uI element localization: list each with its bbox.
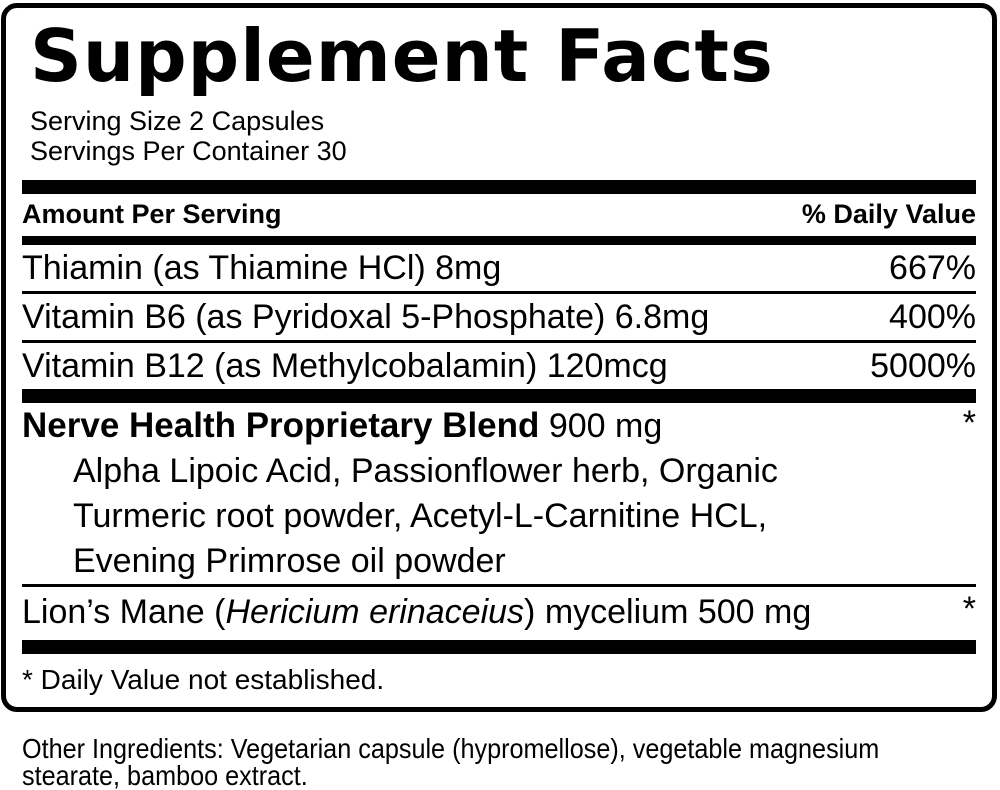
blend-ingredients-line: Turmeric root powder, Acetyl-L-Carnitine HCL,: [73, 497, 768, 535]
supplement-facts-panel: [1, 3, 997, 712]
blend-ingredients-line: Evening Primrose oil powder: [73, 542, 506, 580]
thick-divider-top: [22, 180, 976, 194]
blend-title: [22, 403, 662, 449]
serving-size: Serving Size 2 Capsules: [30, 106, 325, 136]
medium-divider: [22, 236, 976, 245]
lions-mane-name: [22, 589, 811, 635]
nutrient-daily-value: 5000%: [870, 347, 976, 385]
blend-ingredients: [73, 449, 976, 584]
blend-daily-value-asterisk: *: [962, 404, 976, 442]
other-ingredients-line: stearate, bamboo extract.: [22, 760, 308, 790]
lions-mane-row: [22, 587, 976, 635]
nutrient-name: Vitamin B12 (as Methylcobalamin) 120mcg: [22, 347, 668, 385]
lions-mane-species: Hericium erinaceius: [225, 593, 525, 631]
blend-header-row: [22, 403, 976, 449]
blend-name: Nerve Health Proprietary Blend: [22, 406, 540, 445]
other-ingredients-line: Other Ingredients: Vegetarian capsule (hypromellose), vegetable magnesium: [22, 733, 880, 764]
servings-per-container: Servings Per Container 30: [30, 136, 347, 166]
nutrient-daily-value: 400%: [889, 298, 976, 336]
blend-ingredients-line: Alpha Lipoic Acid, Passionflower herb, Organic: [73, 452, 778, 490]
amount-per-serving-header: Amount Per Serving: [22, 199, 282, 229]
lions-mane-prefix: Lion’s Mane (: [22, 593, 226, 631]
lions-mane-daily-value-asterisk: *: [962, 590, 976, 628]
thick-divider-bottom: [22, 640, 976, 654]
nutrient-name: Thiamin (as Thiamine HCl) 8mg: [22, 249, 502, 287]
nutrient-row-b12: [22, 343, 976, 389]
nutrient-row-b6: [22, 294, 976, 340]
nutrient-row-thiamin: [22, 245, 976, 291]
nutrient-name: Vitamin B6 (as Pyridoxal 5-Phosphate) 6.8mg: [22, 298, 710, 336]
table-header-row: [22, 194, 976, 236]
other-ingredients: [22, 735, 879, 789]
blend-amount: 900 mg: [548, 407, 663, 445]
panel-title: Supplement Facts: [30, 14, 774, 98]
serving-info: [30, 106, 976, 166]
lions-mane-suffix: ) mycelium 500 mg: [524, 593, 812, 631]
thick-divider-blend: [22, 389, 976, 403]
daily-value-header: % Daily Value: [801, 199, 976, 229]
daily-value-footnote: * Daily Value not established.: [22, 664, 385, 695]
nutrient-daily-value: 667%: [889, 249, 976, 287]
